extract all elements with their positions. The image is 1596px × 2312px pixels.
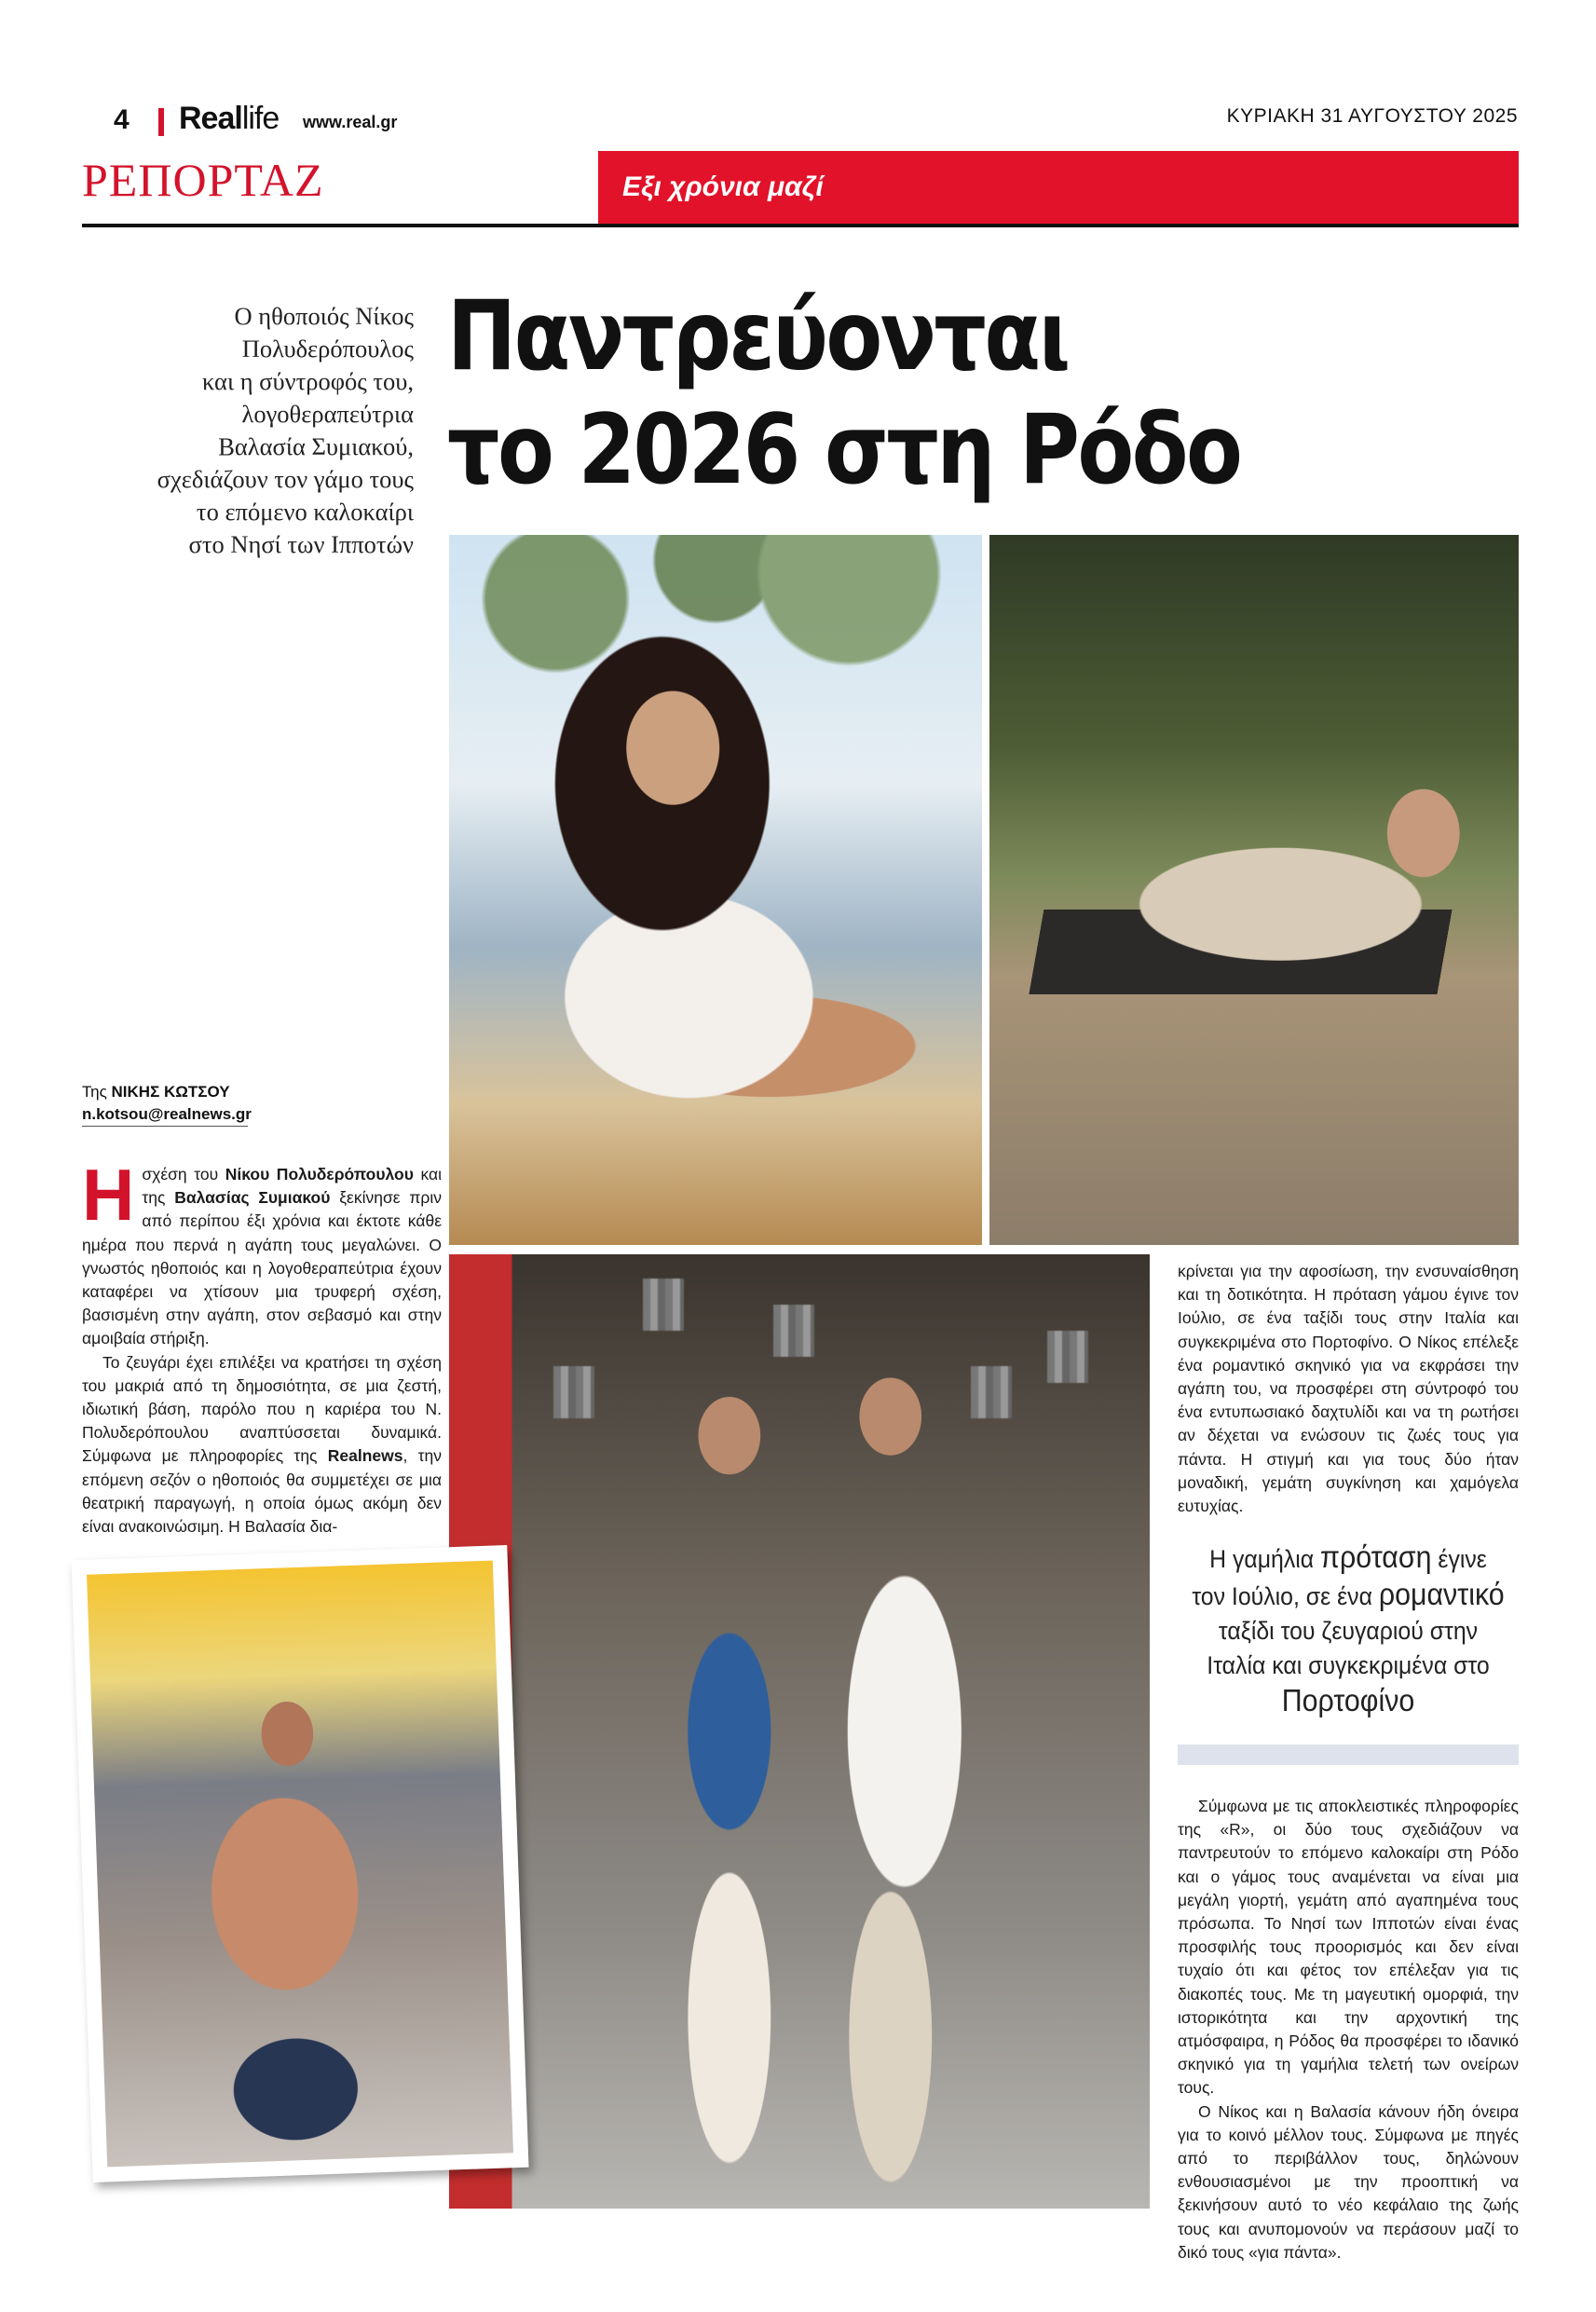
deck-line: στο Νησί των Ιπποτών [188,530,414,558]
issue-date: ΚΥΡΙΑΚΗ 31 ΑΥΓΟΥΣΤΟΥ 2025 [1226,105,1518,127]
quote-run: έγινε τον Ιούλιο, σε ένα [1192,1545,1487,1610]
banner-text: Εξι χρόνια μαζί [622,171,824,202]
byline-author: ΝΙΚΗΣ ΚΩΤΣΟΥ [111,1083,230,1101]
byline-prefix: Της [82,1083,107,1101]
name-highlight: Νίκου Πολυδερόπουλου [225,1165,414,1183]
paragraph: Ο Νίκος και η Βαλασία κάνουν ήδη όνειρα για το κοινό μέλλον τους. Σύμφωνα με πηγές από το περιβάλλον τους, δηλώνουν ενθουσιασμένοι με την προοπτική να ξεκινήσουν αυτό το νέο κεφάλαιο της ζωής τους και ανυπομονούν να περάσουν μαζί το δικό τους «για πάντα». [1178,2101,1519,2262]
deck-line: Ο ηθοποιός Νίκος [234,302,414,330]
blurred-face [553,1366,594,1418]
name-highlight: Βαλασίας Συμιακού [174,1188,331,1208]
header-rule [82,224,1519,227]
drop-cap: Η [82,1154,135,1236]
quote-emphasis: πρόταση [1320,1539,1432,1574]
section-title: ΡΕΠΟΡΤΑΖ [82,154,324,206]
pull-quote [1192,1539,1506,1720]
photo-man-beach [71,1545,528,2182]
quote-emphasis: Πορτοφίνο [1281,1683,1415,1717]
section-banner [598,151,1519,226]
article-deck [84,300,414,561]
deck-line: το επόμενο καλοκαίρι [196,498,414,526]
byline [82,1083,230,1101]
text-run: και της [142,1165,443,1208]
text-run: σχέση του [142,1165,225,1183]
deck-line: Πολυδερόπουλος [241,335,414,363]
text-run: , την επόμενη σεζόν ο ηθοποιός θα συμμετέχει σε μια θεατρική παραγωγή, η οποία όμως ακόμη δεν είναι ανακοινώσιμη. Η Βαλασία δια- [82,1446,442,1537]
photo-woman-seated [449,535,982,1245]
brand-bold: Real [179,101,242,136]
article-headline [447,280,1369,507]
deck-line: λογοθεραπεύτρια [241,400,414,428]
quote-run: ταξίδι του ζευγαριού στην Ιταλία και συγκεκριμένα στο [1207,1617,1490,1679]
page-number: 4 [114,104,130,135]
name-highlight: Realnews [327,1446,403,1466]
site-url[interactable]: www.real.gr [303,113,398,131]
body-column-3 [1178,1795,1519,2264]
photo-beach-image [87,1561,513,2168]
byline-rule [82,1126,248,1127]
blurred-face [1047,1331,1088,1383]
body-column-1 [82,1154,443,1539]
pull-quote-bar [1178,1744,1519,1765]
paragraph: Σύμφωνα με τις αποκλειστικές πληροφορίες της «R», οι δύο τους σχεδιάζουν να παντρευτούν το επόμενο καλοκαίρι στη Ρόδο και ο γάμος τους αναμένεται να είναι μια μεγάλη γιορτή, γεμάτη από αγαπημένα τους πρόσωπα. Το Νησί των Ιπποτών είναι ένας προσφιλής τους προορισμός και δεν είναι τυχαίο ότι και φέτος τον επέλεξαν για τις διακοπές τους. Με τη μαγευτική ομορφιά, την ιστορικότητα και την αρχοντική της ατμόσφαιρα, η Ρόδος θα προσφέρει το ιδανικό σκηνικό για τη γαμήλια τελετή των ονείρων τους. [1178,1797,1519,2098]
blurred-face [773,1305,814,1357]
text-run: ξεκίνησε πριν από περίπου έξι χρόνια και έκτοτε κάθε ημέρα που περνά η αγάπη τους μεγαλώνει. Ο γνωστός ηθοποιός και η λογοθεραπεύτρια έχουν καταφέρει να χτίσουν μια τρυφερή σχέση, βασισμένη στην αγάπη, στον σεβασμό και στην αμοιβαία στήριξη. [82,1188,442,1348]
deck-line: Βαλασία Συμιακού, [218,432,414,460]
brand-divider [158,108,164,136]
deck-line: σχεδιάζουν τον γάμο τους [157,465,414,493]
photo-man-on-bench [989,535,1519,1245]
brand-thin: life [241,101,280,136]
blurred-face [971,1366,1012,1418]
photo-couple-walking [449,1254,1150,2209]
paragraph [82,1154,443,1351]
paragraph [82,1351,442,1539]
brand-logo [179,101,279,137]
headline-line: Παντρεύονται [447,280,1069,392]
headline-line: το 2026 στη Ρόδο [447,394,1241,506]
text-run: Το ζευγάρι έχει επιλέξει να κρατήσει τη σχέση του μακριά από τη δημοσιότητα, σε μια ζεστή, ιδιωτική βάση, παρόλο που η καριέρα του Ν. Πολυδερόπουλου αναπτύσσεται δυναμικά. Σύμφωνα με πληροφορίες της [82,1352,442,1466]
quote-run: Η γαμήλια [1209,1545,1321,1573]
author-email[interactable]: n.kotsou@realnews.gr [82,1105,252,1123]
body-column-2 [1178,1260,1519,1518]
blurred-face [643,1279,684,1331]
paragraph: κρίνεται για την αφοσίωση, την ενσυναίσθηση και τη δοτικότητα. Η πρόταση γάμου έγινε τον Ιούλιο, σε ένα ταξίδι τους στην Ιταλία και συγκεκριμένα στο Πορτοφίνο. Ο Νίκος επέλεξε ένα ρομαντικό σκηνικό για να εκφράσει την αγάπη του, να προσφέρει στη σύντροφό του ένα εντυπωσιακό δαχτυλίδι και να τη ρωτήσει αν δέχεται να ενώσουν τις ζωές τους για πάντα. Η στιγμή και για τους δύο ήταν μοναδική, γεμάτη συγκίνηση και χαμόγελα ευτυχίας. [1178,1262,1519,1516]
quote-emphasis: ρομαντικό [1378,1577,1505,1611]
photo-trees [449,535,982,855]
deck-line: και η σύντροφός του, [201,367,414,395]
